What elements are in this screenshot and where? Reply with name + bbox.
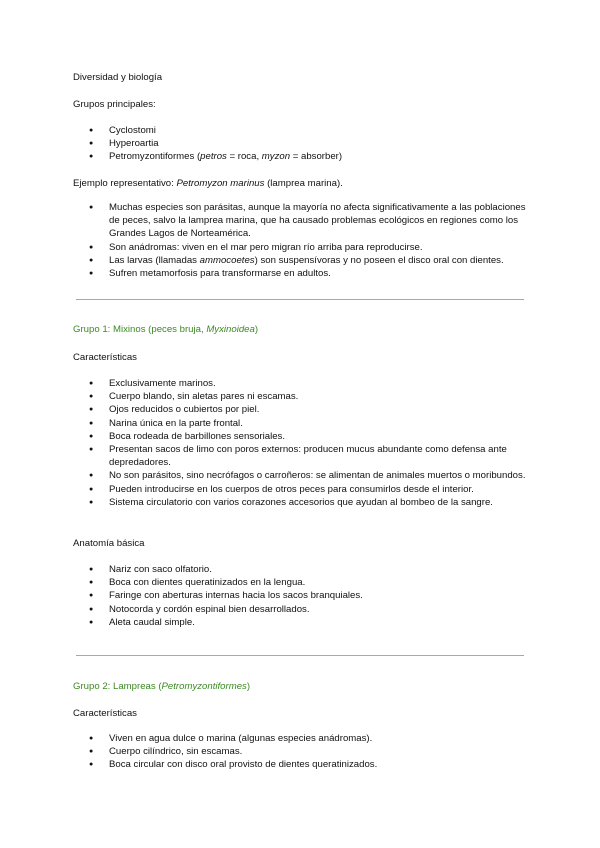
list-item: ● Boca rodeada de barbillones sensoriales. xyxy=(73,430,533,443)
group1-title: Grupo 1: Mixinos (peces bruja, Myxinoidea) xyxy=(73,324,259,335)
list-item: ● Nariz con saco olfatorio. xyxy=(73,563,533,576)
list-item: ● Cyclostomi xyxy=(73,124,533,137)
list-item: ● Faringe con aberturas internas hacia los sacos branquiales. xyxy=(73,589,533,602)
list-item: ● Muchas especies son parásitas, aunque la mayoría no afecta significativamente a las poblaciones de peces, salvo la lamprea marina, que ha causado problemas ecológicos en regiones como los Grandes Lagos de Norteamérica. xyxy=(73,201,533,241)
list-item: ● Boca circular con disco oral provisto de dientes queratinizados. xyxy=(73,758,533,771)
list-item: ● Ojos reducidos o cubiertos por piel. xyxy=(73,403,533,416)
list-item: ● Presentan sacos de limo con poros externos: producen mucus abundante como defensa ante depredadores. xyxy=(73,443,533,469)
list-item: ● Boca con dientes queratinizados en la lengua. xyxy=(73,576,533,589)
list-item: ● Notocorda y cordón espinal bien desarrollados. xyxy=(73,603,533,616)
list-item: ● Cuerpo blando, sin aletas pares ni escamas. xyxy=(73,390,533,403)
list-item: ● Son anádromas: viven en el mar pero migran río arriba para reproducirse. xyxy=(73,241,533,254)
list-item: ● Petromyzontiformes (petros = roca, myzon = absorber) xyxy=(73,150,533,163)
list-item: ● Las larvas (llamadas ammocoetes) son suspensívoras y no poseen el disco oral con dientes. xyxy=(73,254,533,267)
list-item: ● Exclusivamente marinos. xyxy=(73,377,533,390)
divider xyxy=(76,299,524,300)
list-item: ● Viven en agua dulce o marina (algunas especies anádromas). xyxy=(73,732,533,745)
list-item: ● No son parásitos, sino necrófagos o carroñeros: se alimentan de animales muertos o moribundos. xyxy=(73,469,533,482)
group1-anatomy-heading: Anatomía básica xyxy=(73,538,145,549)
groups-list xyxy=(73,124,533,164)
facts-list xyxy=(73,201,533,280)
section-title: Diversidad y biología xyxy=(73,72,163,83)
list-item: ● Narina única en la parte frontal. xyxy=(73,417,533,430)
list-item: ● Aleta caudal simple. xyxy=(73,616,533,629)
group2-characteristics-list xyxy=(73,732,533,772)
group1-anatomy-list xyxy=(73,563,533,629)
list-item: ● Pueden introducirse en los cuerpos de otros peces para consumirlos desde el interior. xyxy=(73,483,533,496)
list-item: ● Hyperoartia xyxy=(73,137,533,150)
list-item: ● Cuerpo cilíndrico, sin escamas. xyxy=(73,745,533,758)
group2-title: Grupo 2: Lampreas (Petromyzontiformes) xyxy=(73,681,251,692)
groups-heading: Grupos principales: xyxy=(73,99,156,110)
group1-characteristics-heading: Características xyxy=(73,352,137,363)
list-item: ● Sistema circulatorio con varios corazones accesorios que ayudan al bombeo de la sangre. xyxy=(73,496,533,509)
group1-characteristics-list xyxy=(73,377,533,509)
divider xyxy=(76,655,524,656)
example-line: Ejemplo representativo: Petromyzon marinus (lamprea marina). xyxy=(73,178,343,189)
group2-characteristics-heading: Características xyxy=(73,708,137,719)
list-item: ● Sufren metamorfosis para transformarse en adultos. xyxy=(73,267,533,280)
